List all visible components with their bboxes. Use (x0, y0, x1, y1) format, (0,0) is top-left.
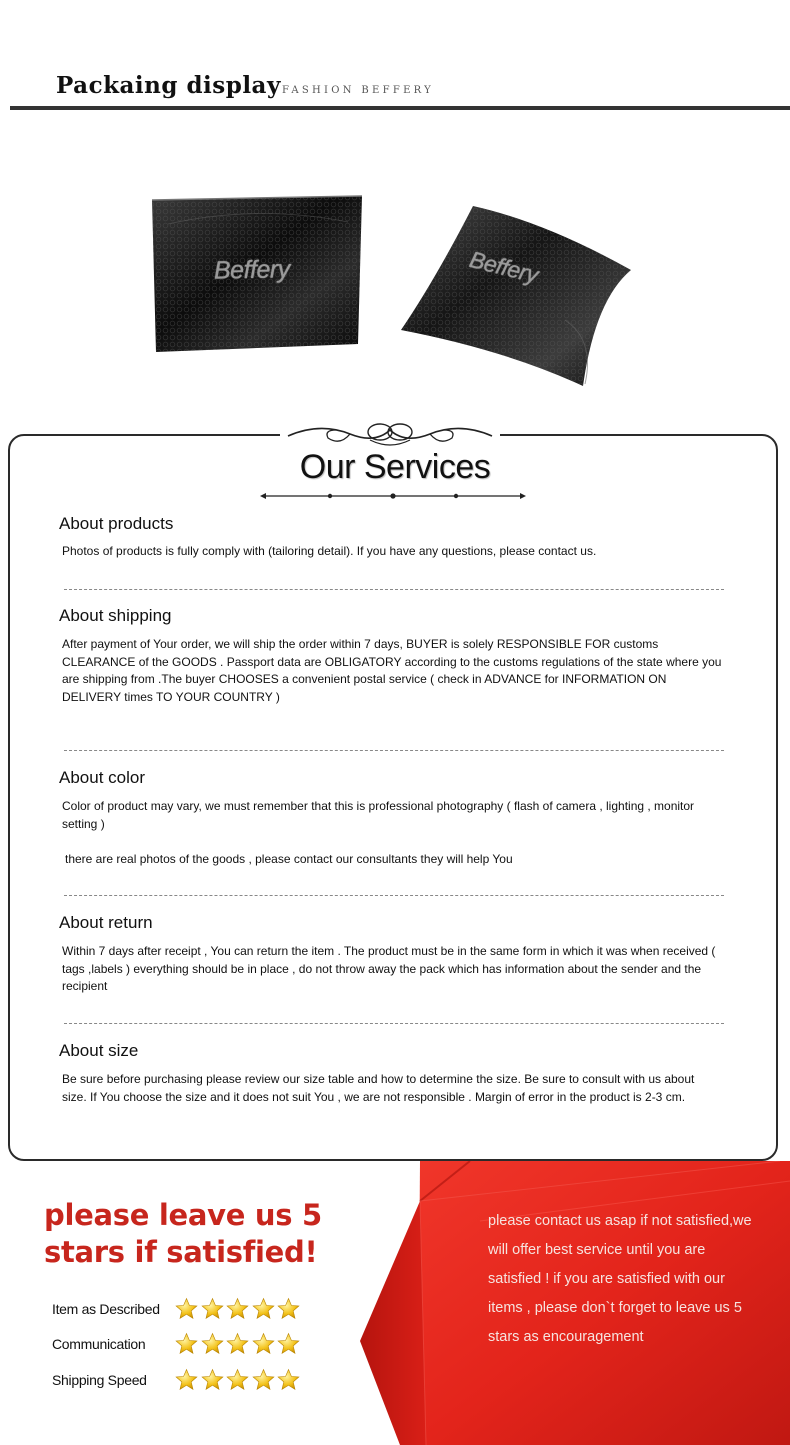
star-icon (200, 1332, 225, 1356)
section-body-shipping: After payment of Your order, we will ship the order within 7 days, BUYER is solely RESPONSIBLE FOR customs CLEARANCE of the GOODS . Passport data are OBLIGATORY according to the customs regulations of the state where you are shipping from .The buyer CHOOSES a convenient postal service ( check in ADVANCE for INFORMATION ON DELIVERY times TO YOUR COUNTRY ) (62, 637, 722, 704)
section-heading-products: About products (59, 514, 174, 533)
rating-row-shipping-speed (52, 1368, 312, 1394)
section-body-color-note: there are real photos of the goods , please contact our consultants they will help You (65, 852, 513, 866)
star-icon (276, 1368, 301, 1392)
star-icon (174, 1332, 199, 1356)
pouch-brand-text: Beffery (213, 255, 290, 285)
section-title: Packaing display (56, 72, 281, 99)
rating-label: Item as Described (52, 1301, 160, 1317)
section-heading-return: About return (59, 913, 153, 932)
section-body-return: Within 7 days after receipt , You can return the item . The product must be in the same form in which it was when received ( tags ,labels ) everything should be in place , do not throw away the pack which has information about the sender and the recipient (62, 944, 716, 993)
pouch-brand-text: Beffery (467, 246, 541, 289)
packaging-pouch-flat (148, 194, 366, 354)
star-icon (276, 1332, 301, 1356)
star-icon (174, 1297, 199, 1321)
ornament-scroll-icon (280, 416, 500, 452)
services-title: Our Services (299, 448, 491, 486)
section-heading-shipping: About shipping (59, 606, 172, 625)
section-body-products: Photos of products is fully comply with (tailoring detail). If you have any questions, please contact us. (62, 544, 597, 558)
section-divider (64, 750, 724, 751)
star-icon (225, 1297, 250, 1321)
section-heading-color: About color (59, 768, 145, 787)
feedback-banner (0, 1161, 790, 1445)
rating-row-item-as-described (52, 1297, 312, 1323)
star-icon (200, 1297, 225, 1321)
star-icon (251, 1368, 276, 1392)
feedback-message: please contact us asap if not satisfied,we will offer best service until you are satisfied ! if you are satisfied with our items , please don`t forget to leave us 5 stars as encouragement (488, 1213, 752, 1345)
page-header (0, 0, 790, 115)
header-divider (10, 106, 790, 110)
pouch-pillow-image (395, 200, 645, 390)
rating-label: Communication (52, 1336, 146, 1352)
star-icon (225, 1332, 250, 1356)
star-icon (276, 1297, 301, 1321)
rating-label: Shipping Speed (52, 1372, 147, 1388)
rating-stars (174, 1368, 304, 1392)
section-body-color: Color of product may vary, we must remember that this is professional photography ( flash of camera , lighting , monitor setting ) (62, 799, 695, 831)
section-subtitle: FASHION BEFFERY (282, 85, 435, 96)
section-divider (64, 895, 724, 896)
star-icon (251, 1332, 276, 1356)
section-divider (64, 589, 724, 590)
section-divider (64, 1023, 724, 1024)
star-icon (174, 1368, 199, 1392)
rating-row-communication (52, 1332, 312, 1358)
star-icon (251, 1297, 276, 1321)
packaging-display (70, 170, 720, 410)
section-heading-size: About size (59, 1041, 139, 1060)
star-icon (225, 1368, 250, 1392)
rating-stars (174, 1332, 304, 1356)
rating-stars (174, 1297, 304, 1321)
services-underline-icon (260, 490, 526, 502)
section-body-size: Be sure before purchasing please review our size table and how to determine the size. Be sure to consult with us about size. If You choose the size and it does not suit You , we are not responsible . Margin of error in the product is 2-3 cm. (62, 1072, 695, 1104)
feedback-headline: please leave us 5 stars if satisfied! (44, 1198, 322, 1269)
packaging-pouch-pillow (395, 200, 645, 390)
star-icon (200, 1368, 225, 1392)
